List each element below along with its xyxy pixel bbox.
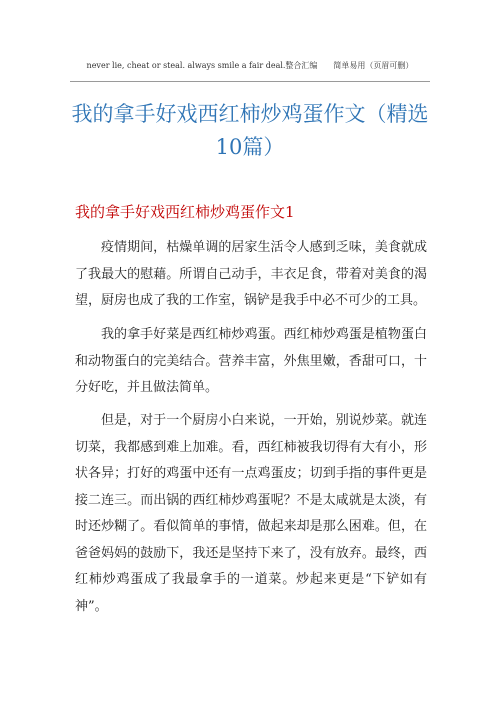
paragraph-1: 疫情期间，枯燥单调的居家生活令人感到乏味，美食就成了我最大的慰藉。所谓自己动手，丰衣足食，带着对美食的渴望，厨房也成了我的工作室，锅铲是我手中必不可少的工具。 bbox=[75, 240, 427, 308]
header-divider bbox=[70, 81, 430, 82]
page-header bbox=[0, 60, 500, 71]
header-text: never lie, cheat or steal. always smile a fair deal.整合汇编 简单易用（页眉可删） bbox=[86, 61, 414, 70]
document-title: 我的拿手好戏西红柿炒鸡蛋作文（精选10篇） bbox=[71, 102, 429, 159]
paragraph-3: 但是，对于一个厨房小白来说，一开始，别说炒菜。就连切菜，我都感到难上加难。看，西红柿被我切得有大有小，形状各异；打好的鸡蛋中还有一点鸡蛋皮；切到手指的事件更是接二连三。而出锅的西红柿炒鸡蛋呢？不是太咸就是太淡，有时还炒糊了。看似简单的事情，做起来却是那么困难。但，在爸爸妈妈的鼓励下，我还是坚持下来了，没有放弃。最终，西红柿炒鸡蛋成了我最拿手的一道菜。炒起来更是“下铲如有神”。 bbox=[75, 413, 427, 614]
section-title: 我的拿手好戏西红柿炒鸡蛋作文1 bbox=[75, 203, 295, 221]
paragraph-2: 我的拿手好菜是西红柿炒鸡蛋。西红柿炒鸡蛋是植物蛋白和动物蛋白的完美结合。营养丰富，外焦里嫩，香甜可口，十分好吃，并且做法简单。 bbox=[75, 327, 427, 395]
